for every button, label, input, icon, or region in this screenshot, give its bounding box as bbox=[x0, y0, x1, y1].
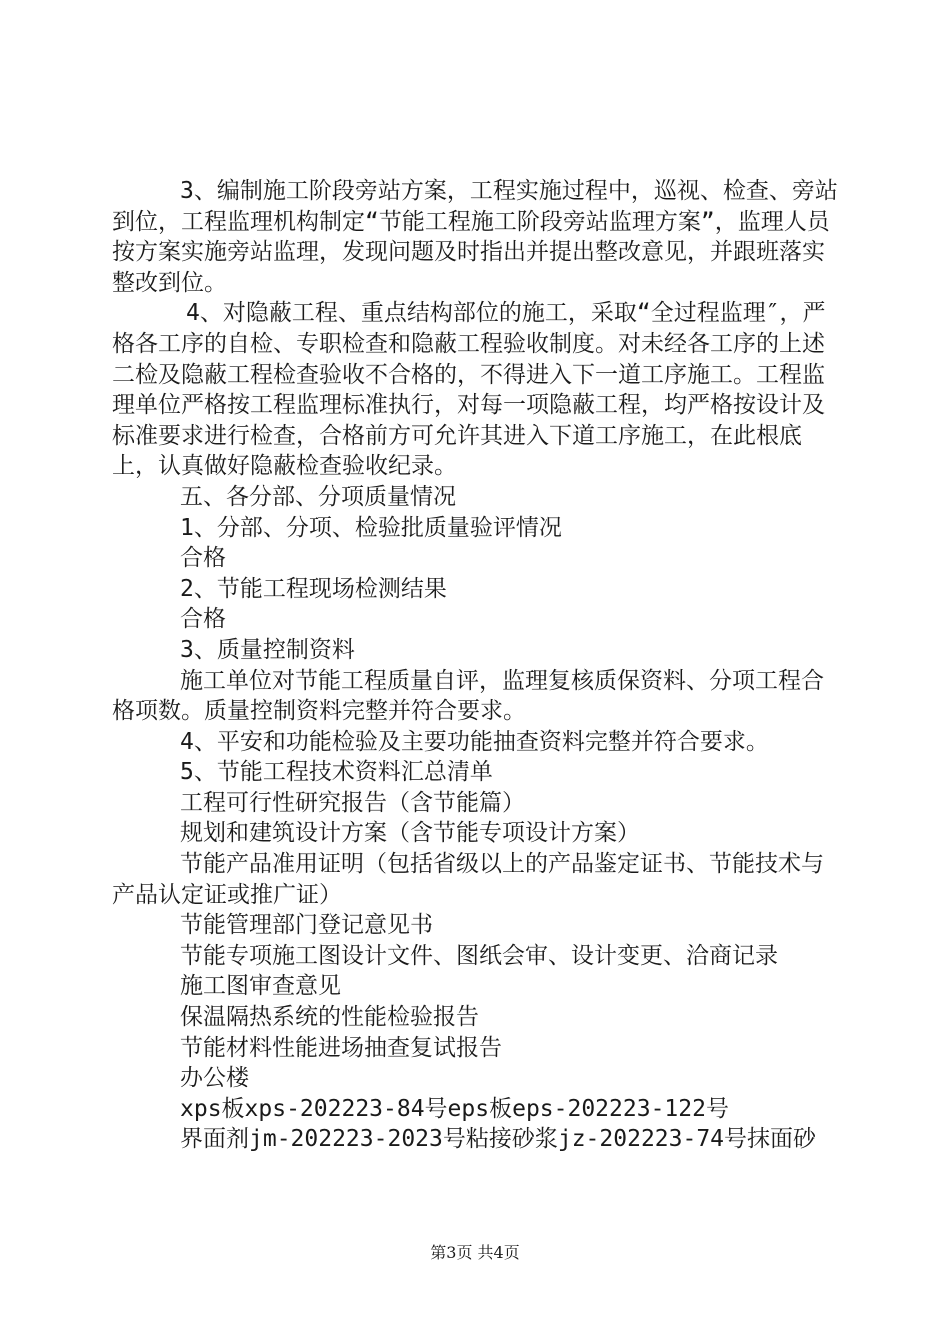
list-item: 工程可行性研究报告（含节能篇） bbox=[180, 789, 525, 816]
list-item: 5、节能工程技术资料汇总清单 bbox=[180, 759, 493, 786]
paragraph-concealed-works: 4、对隐蔽工程、重点结构部位的施工，采取“全过程监理″，严格各工序的自检、专职检查和隐蔽工程验收制度。对未经各工序的上述二检及隐蔽工程检查验收不合格的，不得进入下一道工序施工。工程监理单位严格按工程监理标准执行，对每一项隐蔽工程，均严格按设计及标准要求进行检查，合格前方可允许其进入下道工序施工，在此根底上，认真做好隐蔽检查验收纪录。 bbox=[112, 300, 826, 480]
list-item: 规划和建筑设计方案（含节能专项设计方案） bbox=[180, 820, 640, 847]
list-item: 界面剂jm-202223-2023号粘接砂浆jz-202223-74号抹面砂 bbox=[180, 1126, 817, 1153]
list-item: 施工图审查意见 bbox=[180, 973, 341, 1000]
paragraph-side-station: 3、编制施工阶段旁站方案，工程实施过程中，巡视、检查、旁站到位，工程监理机构制定“节能工程施工阶段旁站监理方案”，监理人员按方案实施旁站监理，发现问题及时指出并提出整改意见，并跟班落实整改到位。 bbox=[112, 178, 838, 296]
list-item: 节能专项施工图设计文件、图纸会审、设计变更、洽商记录 bbox=[180, 942, 778, 969]
list-item: 合格 bbox=[180, 606, 226, 633]
list-item: 3、质量控制资料 bbox=[180, 636, 355, 663]
paragraph-product-certificate: 节能产品准用证明（包括省级以上的产品鉴定证书、节能技术与产品认定证或推广证） bbox=[112, 851, 824, 908]
paragraph-quality-control: 施工单位对节能工程质量自评，监理复核质保资料、分项工程合格项数。质量控制资料完整并符合要求。 bbox=[112, 667, 824, 725]
list-item: xps板xps-202223-84号eps板eps-202223-122号 bbox=[180, 1095, 729, 1122]
document-body bbox=[112, 176, 842, 1155]
list-item: 1、分部、分项、检验批质量验评情况 bbox=[180, 514, 562, 541]
list-item: 保温隔热系统的性能检验报告 bbox=[180, 1004, 479, 1031]
list-item: 2、节能工程现场检测结果 bbox=[180, 575, 447, 602]
section-heading-quality: 五、各分部、分项质量情况 bbox=[180, 483, 456, 510]
page-number-footer: 第3页 共4页 bbox=[430, 1243, 520, 1262]
list-item: 4、平安和功能检验及主要功能抽查资料完整并符合要求。 bbox=[180, 728, 769, 755]
list-item: 节能材料性能进场抽查复试报告 bbox=[180, 1034, 502, 1061]
list-item: 办公楼 bbox=[180, 1065, 249, 1092]
list-item: 合格 bbox=[180, 545, 226, 572]
list-item: 节能管理部门登记意见书 bbox=[180, 912, 433, 939]
